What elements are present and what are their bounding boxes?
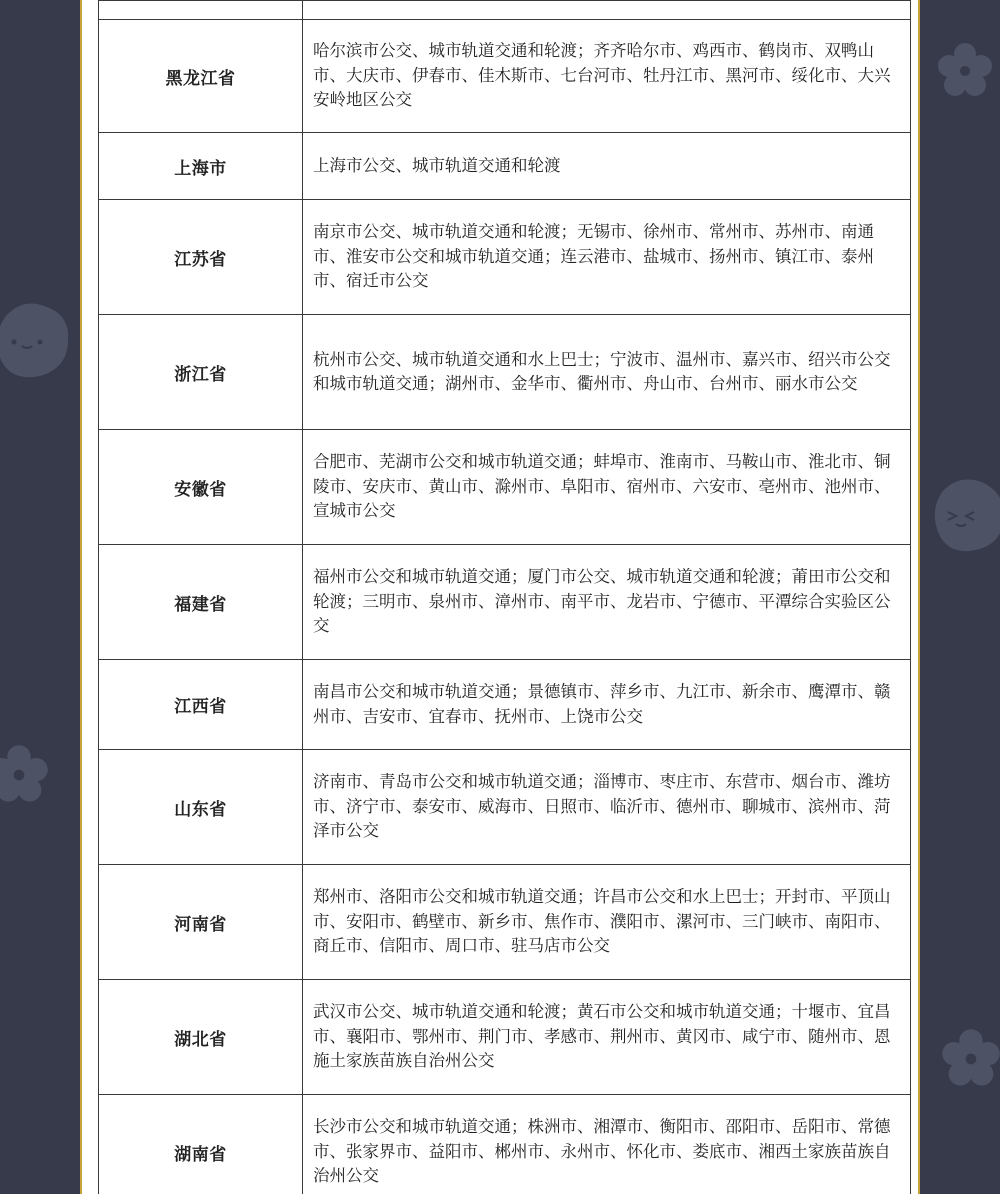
table-row <box>99 200 911 315</box>
table-row <box>99 133 911 200</box>
coverage-cell: 南京市公交、城市轨道交通和轮渡；无锡市、徐州市、常州市、苏州市、南通市、淮安市公交和城市轨道交通；连云港市、盐城市、扬州市、镇江市、泰州市、宿迁市公交 <box>303 200 911 315</box>
content-panel <box>80 0 920 1194</box>
province-cell: 安徽省 <box>99 430 303 545</box>
province-cell: 河南省 <box>99 865 303 980</box>
coverage-cell: 合肥市、芜湖市公交和城市轨道交通；蚌埠市、淮南市、马鞍山市、淮北市、铜陵市、安庆市、黄山市、滁州市、阜阳市、宿州市、六安市、亳州市、池州市、宣城市公交 <box>303 430 911 545</box>
table-row <box>99 980 911 1095</box>
province-cell: 上海市 <box>99 133 303 200</box>
flower-icon <box>934 40 996 102</box>
flower-icon <box>0 742 52 808</box>
flower-icon <box>938 1026 1000 1092</box>
province-cell: 江西省 <box>99 660 303 750</box>
wink-blob-icon <box>928 470 1000 556</box>
table-row <box>99 1095 911 1194</box>
coverage-cell: 济南市、青岛市公交和城市轨道交通；淄博市、枣庄市、东营市、烟台市、潍坊市、济宁市、泰安市、威海市、日照市、临沂市、德州市、聊城市、滨州市、菏泽市公交 <box>303 750 911 865</box>
province-cell: 湖南省 <box>99 1095 303 1194</box>
coverage-cell: 福州市公交和城市轨道交通；厦门市公交、城市轨道交通和轮渡；莆田市公交和轮渡；三明市、泉州市、漳州市、南平市、龙岩市、宁德市、平潭综合实验区公交 <box>303 545 911 660</box>
coverage-cell: 南昌市公交和城市轨道交通；景德镇市、萍乡市、九江市、新余市、鹰潭市、赣州市、吉安市、宜春市、抚州市、上饶市公交 <box>303 660 911 750</box>
table-row <box>99 1 911 20</box>
coverage-cell: 哈尔滨市公交、城市轨道交通和轮渡；齐齐哈尔市、鸡西市、鹤岗市、双鸭山市、大庆市、伊春市、佳木斯市、七台河市、牡丹江市、黑河市、绥化市、大兴安岭地区公交 <box>303 20 911 133</box>
coverage-cell: 长沙市公交和城市轨道交通；株洲市、湘潭市、衡阳市、邵阳市、岳阳市、常德市、张家界市、益阳市、郴州市、永州市、怀化市、娄底市、湘西土家族苗族自治州公交 <box>303 1095 911 1194</box>
province-cell: 福建省 <box>99 545 303 660</box>
coverage-cell: 武汉市公交、城市轨道交通和轮渡；黄石市公交和城市轨道交通；十堰市、宜昌市、襄阳市、鄂州市、荆门市、孝感市、荆州市、黄冈市、咸宁市、随州市、恩施土家族苗族自治州公交 <box>303 980 911 1095</box>
table-row <box>99 315 911 430</box>
province-cell: 浙江省 <box>99 315 303 430</box>
table-row <box>99 865 911 980</box>
smiley-blob-icon <box>0 296 74 382</box>
coverage-cell: 上海市公交、城市轨道交通和轮渡 <box>303 133 911 200</box>
province-cell: 黑龙江省 <box>99 20 303 133</box>
table-row <box>99 660 911 750</box>
coverage-cell <box>303 1 911 20</box>
table-row <box>99 750 911 865</box>
province-cell: 山东省 <box>99 750 303 865</box>
coverage-cell: 杭州市公交、城市轨道交通和水上巴士；宁波市、温州市、嘉兴市、绍兴市公交和城市轨道交通；湖州市、金华市、衢州市、舟山市、台州市、丽水市公交 <box>303 315 911 430</box>
province-cell: 江苏省 <box>99 200 303 315</box>
province-cell: 湖北省 <box>99 980 303 1095</box>
region-table <box>98 0 911 1194</box>
table-row <box>99 545 911 660</box>
table-row <box>99 20 911 133</box>
table-row <box>99 430 911 545</box>
coverage-cell: 郑州市、洛阳市公交和城市轨道交通；许昌市公交和水上巴士；开封市、平顶山市、安阳市、鹤壁市、新乡市、焦作市、濮阳市、漯河市、三门峡市、南阳市、商丘市、信阳市、周口市、驻马店市公交 <box>303 865 911 980</box>
province-cell <box>99 1 303 20</box>
